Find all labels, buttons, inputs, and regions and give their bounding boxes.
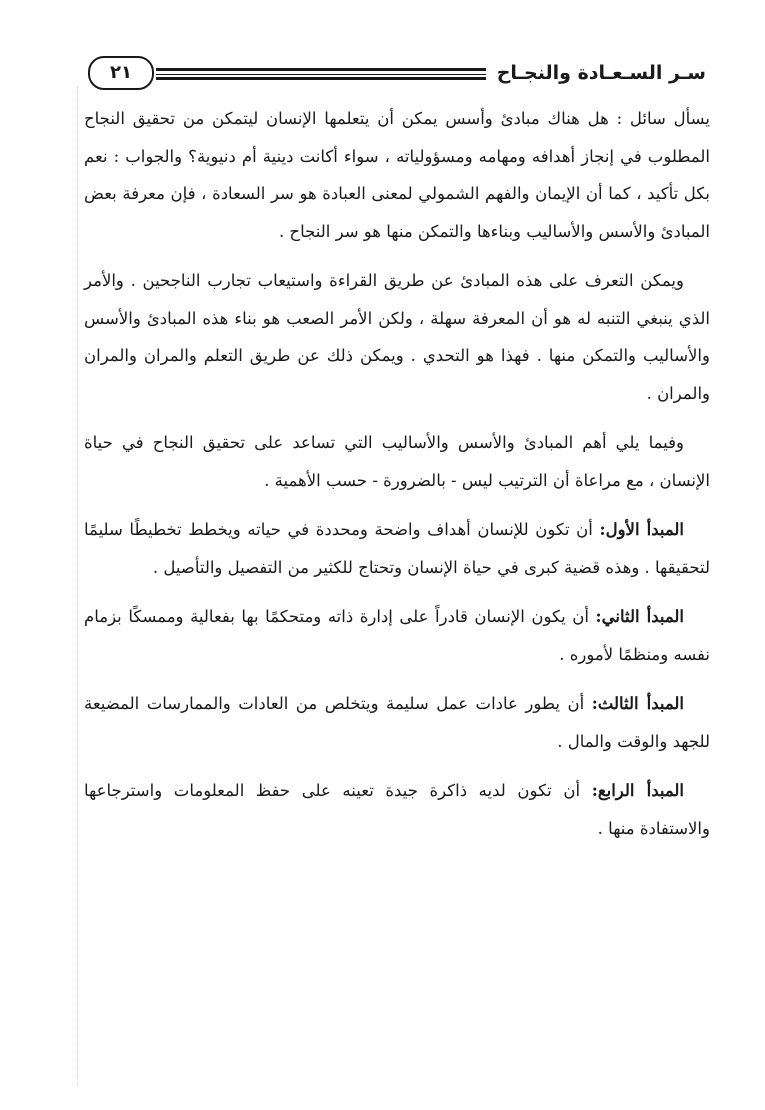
page-margin-line: [77, 86, 78, 1086]
principle-text: أن يكون الإنسان قادراً على إدارة ذاته ومتحكمًا بها بفعالية وممسكًا بزمام نفسه ومنظمًا لأموره .: [84, 607, 710, 664]
principle-3: [84, 685, 710, 760]
page-number: ٢١: [88, 56, 154, 90]
principle-1: [84, 511, 710, 586]
paragraph: وفيما يلي أهم المبادئ والأسس والأساليب التي تساعد على تحقيق النجاح في حياة الإنسان ، مع مراعاة أن الترتيب ليس - بالضرورة - حسب الأهمية .: [84, 433, 710, 490]
principle-text: أن يطور عادات عمل سليمة ويتخلص من العادات والممارسات المضيعة للجهد والوقت والمال .: [84, 694, 710, 751]
principle-text: أن تكون للإنسان أهداف واضحة ومحددة في حياته ويخطط تخطيطًا سليمًا لتحقيقها . وهذه قضية كبرى في حياة الإنسان وتحتاج للكثير من التفصيل والتأصيل .: [84, 520, 710, 577]
running-header: [88, 56, 706, 92]
principle-2: [84, 598, 710, 673]
principle-label: المبدأ الثاني:: [595, 607, 684, 626]
principle-label: المبدأ الثالث:: [591, 694, 684, 713]
principle-text: أن تكون لديه ذاكرة جيدة تعينه على حفظ المعلومات واسترجاعها والاستفادة منها .: [84, 781, 710, 838]
principle-label: المبدأ الأول:: [599, 520, 684, 539]
paragraph: يسأل سائل : هل هناك مبادئ وأسس يمكن أن يتعلمها الإنسان ليتمكن من تحقيق النجاح المطلوب في إنجاز أهدافه ومهامه ومسؤولياته ، سواء أكانت دينية أم دنيوية؟ والجواب : نعم بكل تأكيد ، كما أن الإيمان والفهم الشمولي لمعنى العبادة هو سر السعادة ، فإن معرفة بعض المبادئ والأسس والأساليب وبناءها والتمكن منها هو سر النجاح .: [84, 109, 710, 241]
paragraph: ويمكن التعرف على هذه المبادئ عن طريق القراءة واستيعاب تجارب الناجحين . والأمر الذي ينبغي التنبه له هو أن المعرفة سهلة ، ولكن الأمر الصعب هو بناء هذه المبادئ والأسس والأساليب والتمكن منها . فهذا هو التحدي . ويمكن ذلك عن طريق التعلم والمران والمران والمران .: [84, 271, 710, 403]
header-rule: [156, 68, 486, 80]
principle-4: [84, 772, 710, 847]
page-body: [84, 100, 710, 859]
principle-label: المبدأ الرابع:: [591, 781, 684, 800]
running-header-title: سـر السـعـادة والنجـاح: [496, 62, 706, 84]
